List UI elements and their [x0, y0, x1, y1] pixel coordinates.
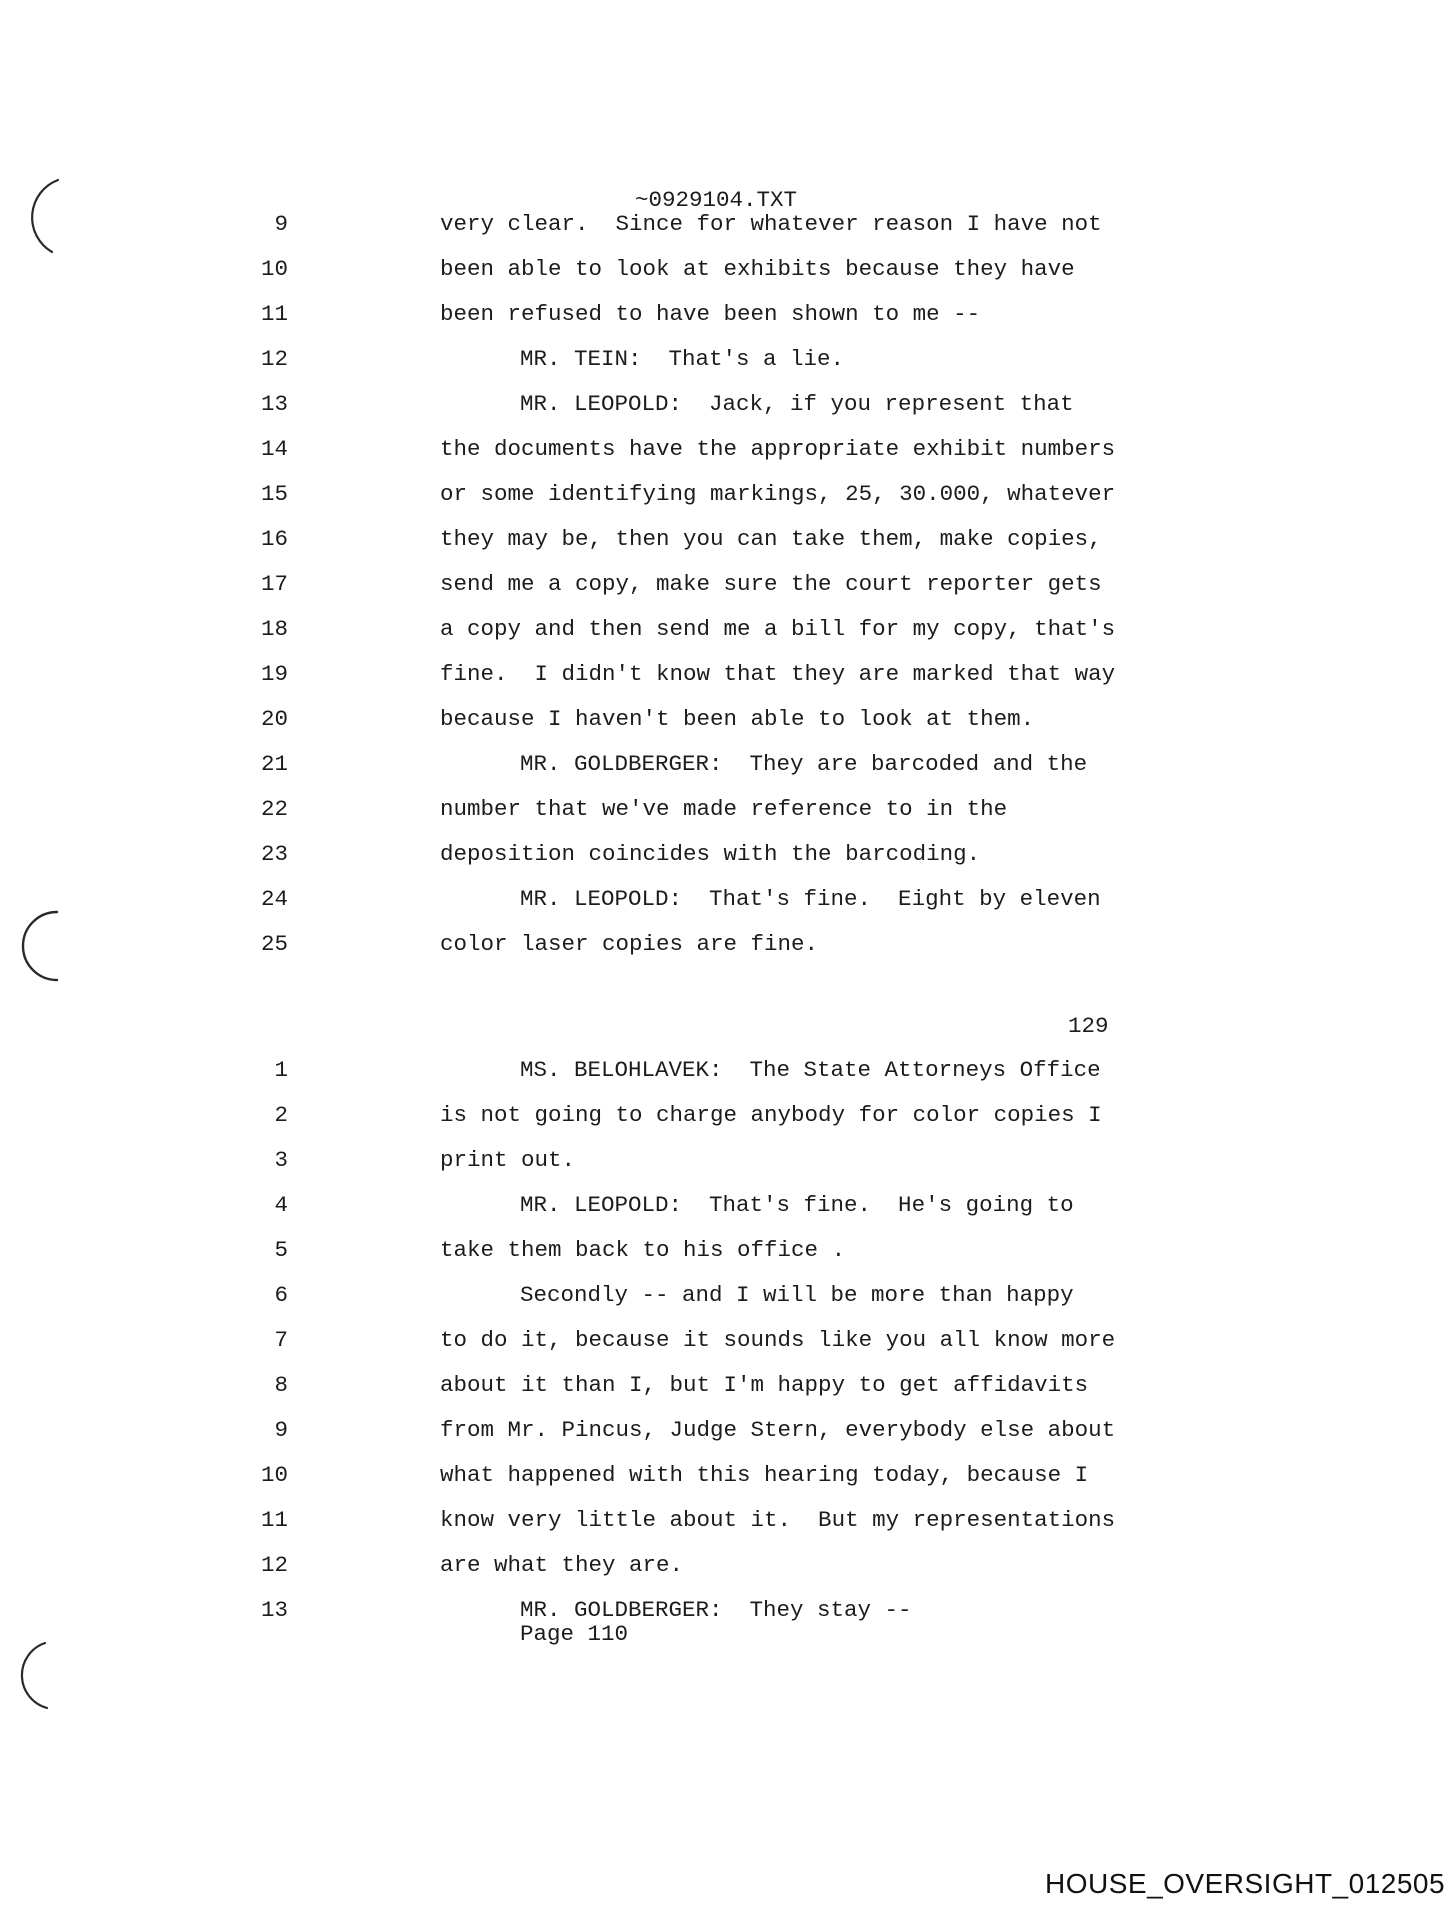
line-text: been able to look at exhibits because they have — [440, 256, 1075, 282]
line-text: MR. LEOPOLD: That's fine. He's going to — [520, 1192, 1074, 1218]
line-text: to do it, because it sounds like you all know more — [440, 1327, 1116, 1353]
line-text: number that we've made reference to in the — [440, 796, 1008, 822]
line-text: fine. I didn't know that they are marked that way — [440, 661, 1116, 687]
transcript-line — [0, 1318, 1453, 1363]
transcript-line — [0, 337, 1453, 382]
transcript-line — [0, 787, 1453, 832]
line-text: or some identifying markings, 25, 30.000, whatever — [440, 481, 1116, 507]
transcript-line — [0, 607, 1453, 652]
line-text: know very little about it. But my representations — [440, 1507, 1116, 1533]
line-number: 25 — [260, 931, 288, 957]
line-number: 7 — [274, 1327, 288, 1353]
line-number: 20 — [260, 706, 288, 732]
line-text: Secondly -- and I will be more than happy — [520, 1282, 1074, 1308]
line-text: deposition coincides with the barcoding. — [440, 841, 981, 867]
line-text: MS. BELOHLAVEK: The State Attorneys Office — [520, 1057, 1101, 1083]
transcript-line — [0, 1588, 1453, 1633]
transcript-line — [0, 742, 1453, 787]
line-text: take them back to his office . — [440, 1237, 846, 1263]
line-number: 24 — [260, 886, 288, 912]
line-number: 14 — [260, 436, 288, 462]
line-number: 1 — [274, 1057, 288, 1083]
transcript-line — [0, 1048, 1453, 1093]
line-text: the documents have the appropriate exhibit numbers — [440, 436, 1116, 462]
transcript-line — [0, 562, 1453, 607]
line-number: 13 — [260, 391, 288, 417]
transcript-line — [0, 202, 1453, 247]
transcript-line — [0, 1273, 1453, 1318]
line-text: MR. TEIN: That's a lie. — [520, 346, 845, 372]
line-text: is not going to charge anybody for color copies I — [440, 1102, 1102, 1128]
line-number: 12 — [260, 1552, 288, 1578]
line-number: 10 — [260, 256, 288, 282]
line-number: 18 — [260, 616, 288, 642]
line-number: 4 — [274, 1192, 288, 1218]
line-text: been refused to have been shown to me -- — [440, 301, 981, 327]
line-number: 9 — [274, 211, 288, 237]
transcript-line — [0, 1453, 1453, 1498]
transcript-line — [0, 1093, 1453, 1138]
transcript-line — [0, 1228, 1453, 1273]
line-number: 5 — [274, 1237, 288, 1263]
line-text: MR. GOLDBERGER: They are barcoded and the — [520, 751, 1088, 777]
line-number: 19 — [260, 661, 288, 687]
transcript-line — [0, 1363, 1453, 1408]
transcript-line — [0, 922, 1453, 967]
line-text: color laser copies are fine. — [440, 931, 819, 957]
line-number: 15 — [260, 481, 288, 507]
line-number: 9 — [274, 1417, 288, 1443]
line-number: 21 — [260, 751, 288, 777]
line-text: about it than I, but I'm happy to get affidavits — [440, 1372, 1089, 1398]
hole-punch-arc-bottom — [22, 1643, 47, 1708]
transcript-line — [0, 1543, 1453, 1588]
line-text: from Mr. Pincus, Judge Stern, everybody else about — [440, 1417, 1116, 1443]
line-text: they may be, then you can take them, make copies, — [440, 526, 1102, 552]
line-number: 11 — [260, 301, 288, 327]
line-number: 6 — [274, 1282, 288, 1308]
line-number: 8 — [274, 1372, 288, 1398]
transcript-line — [0, 382, 1453, 427]
transcript-line — [0, 652, 1453, 697]
line-number: 2 — [274, 1102, 288, 1128]
transcript-line — [0, 1183, 1453, 1228]
line-text: MR. LEOPOLD: That's fine. Eight by eleven — [520, 886, 1101, 912]
transcript-line — [0, 1498, 1453, 1543]
transcript-line — [0, 517, 1453, 562]
transcript-line — [0, 1138, 1453, 1183]
line-number: 3 — [274, 1147, 288, 1173]
line-number: 12 — [260, 346, 288, 372]
line-number: 13 — [260, 1597, 288, 1623]
line-text: print out. — [440, 1147, 576, 1173]
transcript-line — [0, 247, 1453, 292]
line-number: 17 — [260, 571, 288, 597]
line-text: MR. LEOPOLD: Jack, if you represent that — [520, 391, 1074, 417]
transcript-line — [0, 472, 1453, 517]
line-text: are what they are. — [440, 1552, 684, 1578]
transcript-line — [0, 697, 1453, 742]
line-text: send me a copy, make sure the court reporter gets — [440, 571, 1102, 597]
transcript-page-number: 129 — [1068, 1013, 1109, 1039]
line-text: MR. GOLDBERGER: They stay -- — [520, 1597, 912, 1623]
page-footer-label: Page 110 — [520, 1621, 629, 1647]
transcript-block-upper — [0, 202, 1453, 967]
line-number: 16 — [260, 526, 288, 552]
transcript-line — [0, 877, 1453, 922]
line-number: 23 — [260, 841, 288, 867]
transcript-line — [0, 832, 1453, 877]
line-text: a copy and then send me a bill for my copy, that's — [440, 616, 1116, 642]
transcript-line — [0, 427, 1453, 472]
line-number: 10 — [260, 1462, 288, 1488]
line-number: 11 — [260, 1507, 288, 1533]
line-text: because I haven't been able to look at them. — [440, 706, 1035, 732]
line-number: 22 — [260, 796, 288, 822]
document-filename-header: ~0929104.TXT — [635, 187, 798, 213]
line-text: very clear. Since for whatever reason I have not — [440, 211, 1102, 237]
transcript-line — [0, 292, 1453, 337]
transcript-line — [0, 1408, 1453, 1453]
line-text: what happened with this hearing today, because I — [440, 1462, 1089, 1488]
transcript-block-lower — [0, 1048, 1453, 1633]
bates-stamp: HOUSE_OVERSIGHT_012505 — [1045, 1868, 1446, 1899]
